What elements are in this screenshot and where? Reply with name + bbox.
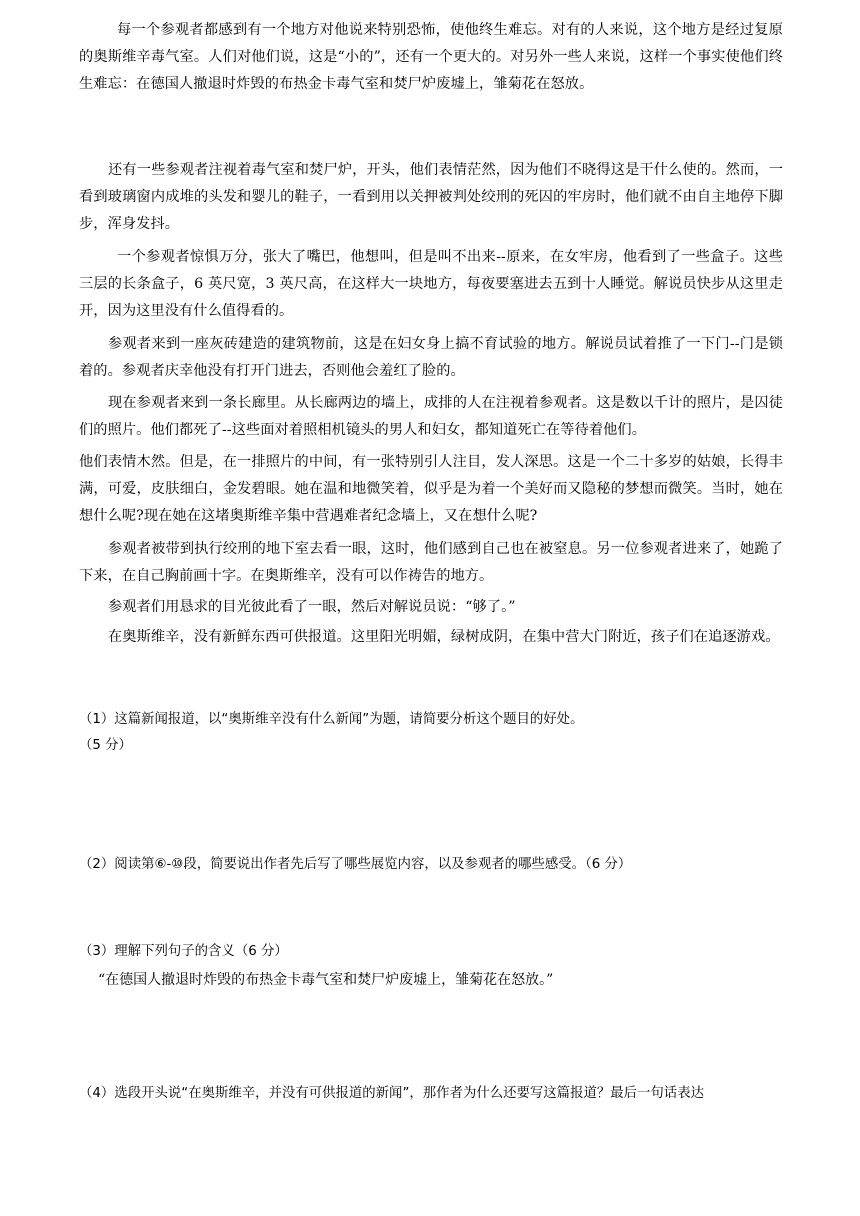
passage-paragraph-4: 参观者来到一座灰砖建造的建筑物前，这是在妇女身上搞不育试验的地方。解说员试着推了一下门--门是锁着的。参观者庆幸他没有打开门进去，否则他会羞红了脸的。	[79, 336, 784, 379]
passage-paragraph-8: 参观者们用恳求的目光彼此看了一眼，然后对解说员说：“够了。”	[108, 599, 516, 615]
passage-paragraph-3: 一个参观者惊惧万分，张大了嘴巴，他想叫，但是叫不出来--原来，在女牢房，他看到了一些盒子。这些三层的长条盒子，6 英尺宽，3 英尺高，在这样大一块地方，每夜要塞进去五到十人睡觉。解说员快步从这里走开，因为这里没有什么值得看的。	[79, 249, 783, 319]
passage-paragraph-5: 现在参观者来到一条长廊里。从长廊两边的墙上，成排的人在注视着参观者。这是数以千计的照片，是囚徒们的照片。他们都死了--这些面对着照相机镜头的男人和妇女，都知道死亡在等待着他们。	[79, 395, 783, 438]
passage-paragraph-2: 还有一些参观者注视着毒气室和焚尸炉，开头，他们表情茫然，因为他们不晓得这是干什么使的。然而，一看到玻璃窗内成堆的头发和婴儿的鞋子，一看到用以关押被判处绞刑的死囚的牢房时，他们就不由自主地停下脚步，浑身发抖。	[79, 162, 783, 232]
question-4-text: （4）选段开头说“在奥斯维辛，并没有可供报道的新闻”，那作者为什么还要写这篇报道？最后一句话表达	[79, 1086, 704, 1101]
question-3-text: （3）理解下列句子的含义（6 分）	[79, 944, 288, 959]
passage-paragraph-7: 参观者被带到执行绞刑的地下室去看一眼，这时，他们感到自己也在被窒息。另一位参观者进来了，她跪了下来，在自己胸前画十字。在奥斯维辛，没有可以作祷告的地方。	[79, 541, 783, 584]
passage-paragraph-9: 在奥斯维辛，没有新鲜东西可供报道。这里阳光明媚，绿树成阴，在集中营大门附近，孩子们在追逐游戏。	[108, 629, 780, 645]
question-2-text: （2）阅读第⑥-⑩段，简要说出作者先后写了哪些展览内容，以及参观者的哪些感受。（6 分）	[79, 857, 632, 872]
passage-paragraph-1: 每一个参观者都感到有一个地方对他说来特别恐怖，使他终生难忘。对有的人来说，这个地方是经过复原的奥斯维辛毒气室。人们对他们说，这是“小的”，还有一个更大的。对另外一些人来说，这样一个事实使他们终生难忘：在德国人撤退时炸毁的布热金卡毒气室和焚尸炉废墟上，雏菊花在怒放。	[79, 22, 783, 92]
question-3-quote: “在德国人撤退时炸毁的布热金卡毒气室和焚尸炉废墟上，雏菊花在怒放。”	[98, 972, 554, 988]
question-1-score: （5 分）	[79, 738, 132, 753]
question-1-text: （1）这篇新闻报道，以“奥斯维辛没有什么新闻”为题，请简要分析这个题目的好处。	[79, 712, 584, 727]
passage-paragraph-6: 他们表情木然。但是，在一排照片的中间，有一张特别引人注目，发人深思。这是一个二十多岁的姑娘，长得丰满，可爱，皮肤细白，金发碧眼。她在温和地微笑着，似乎是为着一个美好而又隐秘的梦想而微笑。当时，她在想什么呢?现在她在这堵奥斯维辛集中营遇难者纪念墙上，又在想什么呢?	[79, 454, 783, 524]
